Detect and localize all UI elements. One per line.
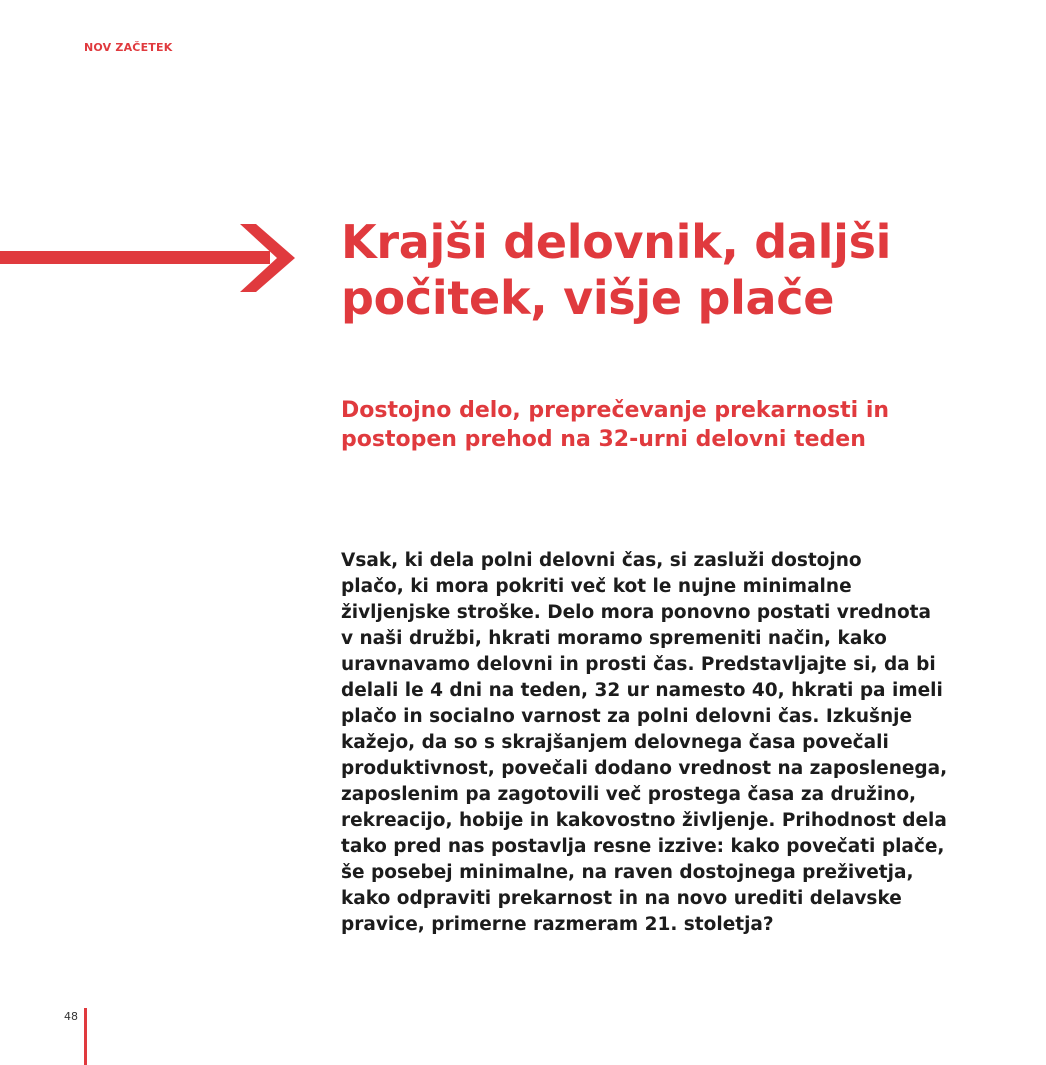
subtitle-line: Dostojno delo, preprečevanje prekarnosti in xyxy=(341,398,890,423)
body-line: tako pred nas postavlja resne izzive: kako povečati plače, xyxy=(341,836,945,857)
body-line: kako odpraviti prekarnost in na novo urediti delavske xyxy=(341,888,902,909)
page-number: 48 xyxy=(64,1010,78,1023)
body-line: v naši družbi, hkrati moramo spremeniti način, kako xyxy=(341,628,887,649)
title-line: počitek, višje plače xyxy=(341,271,835,325)
body-line: produktivnost, povečali dodano vrednost na zaposlenega, xyxy=(341,758,948,779)
body-line: delali le 4 dni na teden, 32 ur namesto 40, hkrati pa imeli xyxy=(341,680,943,701)
body-paragraph xyxy=(341,548,1001,938)
body-line: uravnavamo delovni in prosti čas. Predstavljajte si, da bi xyxy=(341,654,936,675)
page-number-divider xyxy=(84,1008,87,1065)
body-line: rekreacijo, hobije in kakovostno življenje. Prihodnost dela xyxy=(341,810,947,831)
subtitle-line: postopen prehod na 32-urni delovni teden xyxy=(341,427,866,452)
body-line: še posebej minimalne, na raven dostojnega preživetja, xyxy=(341,862,914,883)
body-line: plačo, ki mora pokriti več kot le nujne minimalne xyxy=(341,576,852,597)
body-line: življenjske stroške. Delo mora ponovno postati vrednota xyxy=(341,602,931,623)
body-line: pravice, primerne razmeram 21. stoletja? xyxy=(341,914,774,935)
page-subtitle xyxy=(341,396,1001,454)
body-line: kažejo, da so s skrajšanjem delovnega časa povečali xyxy=(341,732,889,753)
page-title xyxy=(341,214,1021,326)
title-line: Krajši delovnik, daljši xyxy=(341,215,892,269)
body-line: plačo in socialno varnost za polni delovni čas. Izkušnje xyxy=(341,706,913,727)
body-line: zaposlenim pa zagotovili več prostega časa za družino, xyxy=(341,784,917,805)
right-arrow-icon xyxy=(0,222,300,294)
body-line: Vsak, ki dela polni delovni čas, si zasluži dostojno xyxy=(341,550,862,571)
section-label: NOV ZAČETEK xyxy=(84,41,173,54)
